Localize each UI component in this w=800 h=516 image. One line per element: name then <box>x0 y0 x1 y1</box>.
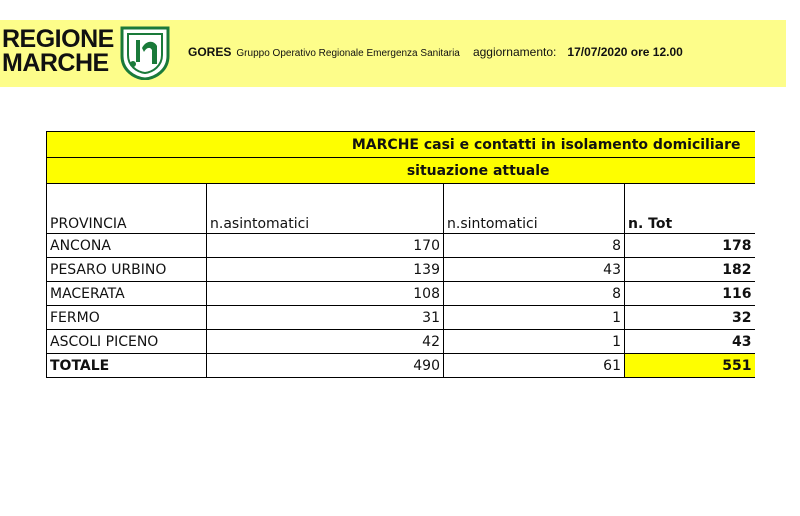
cell-sintomatici: 8 <box>444 282 625 306</box>
table-subtitle: situazione attuale <box>47 158 755 184</box>
total-tot: 551 <box>625 354 755 378</box>
table-row <box>47 258 755 282</box>
logo-line-1: REGIONE <box>2 25 114 53</box>
cell-provincia: ASCOLI PICENO <box>47 330 207 354</box>
table-title-row <box>47 132 755 158</box>
table-row <box>47 306 755 330</box>
table-subtitle-row <box>47 158 755 184</box>
gores-label: GORES <box>188 45 232 59</box>
regione-marche-emblem-icon <box>118 26 172 80</box>
cell-asintomatici: 108 <box>207 282 444 306</box>
table-row <box>47 282 755 306</box>
cell-tot: 116 <box>625 282 755 306</box>
cell-sintomatici: 1 <box>444 330 625 354</box>
table-total-row <box>47 354 755 378</box>
update-label: aggiornamento: <box>472 45 557 59</box>
cell-tot: 178 <box>625 234 755 258</box>
table-row <box>47 234 755 258</box>
total-label: TOTALE <box>47 354 207 378</box>
cell-tot: 182 <box>625 258 755 282</box>
isolation-cases-table <box>46 131 755 378</box>
cell-provincia: PESARO URBINO <box>47 258 207 282</box>
cell-asintomatici: 139 <box>207 258 444 282</box>
cell-sintomatici: 1 <box>444 306 625 330</box>
col-header-asintomatici: n.asintomatici <box>207 184 444 234</box>
organization-name: Gruppo Operativo Regionale Emergenza Sanitaria <box>236 48 460 59</box>
table-header-row <box>47 184 755 234</box>
logo-line-2: MARCHE <box>2 49 109 77</box>
cell-sintomatici: 43 <box>444 258 625 282</box>
cell-asintomatici: 170 <box>207 234 444 258</box>
table-title: MARCHE casi e contatti in isolamento domiciliare <box>47 132 755 158</box>
cell-sintomatici: 8 <box>444 234 625 258</box>
cell-provincia: FERMO <box>47 306 207 330</box>
cell-provincia: MACERATA <box>47 282 207 306</box>
cell-provincia: ANCONA <box>47 234 207 258</box>
total-asintomatici: 490 <box>207 354 444 378</box>
col-header-sintomatici: n.sintomatici <box>444 184 625 234</box>
cell-tot: 32 <box>625 306 755 330</box>
cell-tot: 43 <box>625 330 755 354</box>
table-row <box>47 330 755 354</box>
regione-marche-logo-text <box>2 27 114 75</box>
col-header-tot: n. Tot <box>625 184 755 234</box>
header-banner <box>0 20 786 87</box>
cell-asintomatici: 42 <box>207 330 444 354</box>
cell-asintomatici: 31 <box>207 306 444 330</box>
col-header-provincia: PROVINCIA <box>47 184 207 234</box>
header-info-line <box>188 45 683 59</box>
update-value: 17/07/2020 ore 12.00 <box>567 45 683 59</box>
total-sintomatici: 61 <box>444 354 625 378</box>
